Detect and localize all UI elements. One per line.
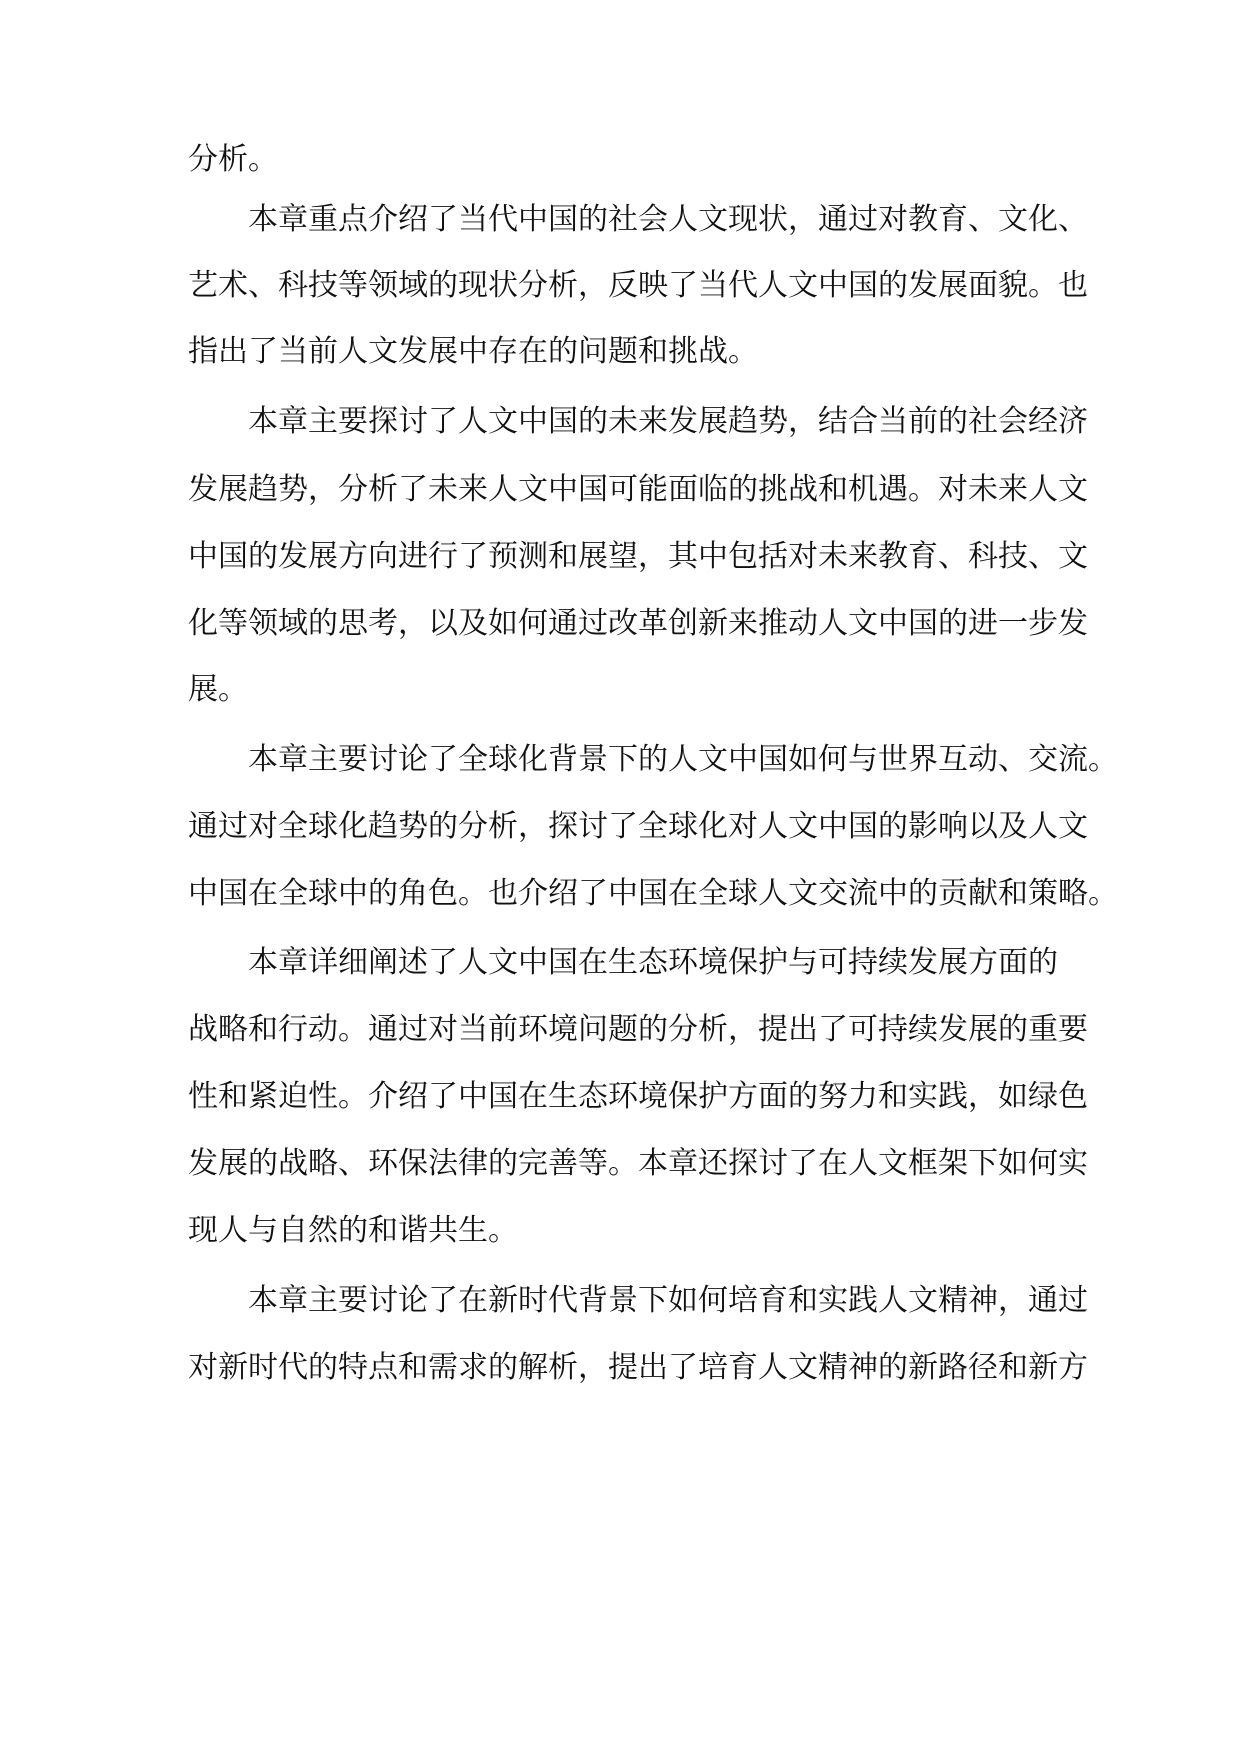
paragraph-start-line: 本章重点介绍了当代中国的社会人文现状，通过对教育、文化、	[248, 202, 1088, 237]
text-line: 发展的战略、环保法律的完善等。本章还探讨了在人文框架下如何实	[188, 1146, 1088, 1181]
text-line: 发展趋势，分析了未来人文中国可能面临的挑战和机遇。对未来人文	[188, 472, 1088, 507]
text-line: 中国在全球中的角色。也介绍了中国在全球人文交流中的贡献和策略。	[188, 876, 1118, 911]
text-line: 中国的发展方向进行了预测和展望，其中包括对未来教育、科技、文	[188, 539, 1088, 574]
text-line: 通过对全球化趋势的分析，探讨了全球化对人文中国的影响以及人文	[188, 809, 1088, 844]
text-line: 展。	[188, 672, 248, 707]
paragraph-start-line: 本章主要讨论了全球化背景下的人文中国如何与世界互动、交流。	[248, 742, 1118, 777]
paragraph-start-line: 本章主要探讨了人文中国的未来发展趋势，结合当前的社会经济	[248, 404, 1088, 439]
text-line: 化等领域的思考，以及如何通过改革创新来推动人文中国的进一步发	[188, 606, 1088, 641]
text-line: 战略和行动。通过对当前环境问题的分析，提出了可持续发展的重要	[188, 1012, 1088, 1047]
text-line: 指出了当前人文发展中存在的问题和挑战。	[188, 334, 758, 369]
text-line: 性和紧迫性。介绍了中国在生态环境保护方面的努力和实践，如绿色	[188, 1079, 1088, 1114]
paragraph-start-line: 本章详细阐述了人文中国在生态环境保护与可持续发展方面的	[248, 945, 1058, 980]
paragraph-start-line: 本章主要讨论了在新时代背景下如何培育和实践人文精神，通过	[248, 1283, 1088, 1318]
text-line: 对新时代的特点和需求的解析，提出了培育人文精神的新路径和新方	[188, 1350, 1088, 1385]
text-line: 分析。	[188, 142, 278, 177]
text-line: 现人与自然的和谐共生。	[188, 1213, 518, 1248]
text-line: 艺术、科技等领域的现状分析，反映了当代人文中国的发展面貌。也	[188, 268, 1088, 303]
